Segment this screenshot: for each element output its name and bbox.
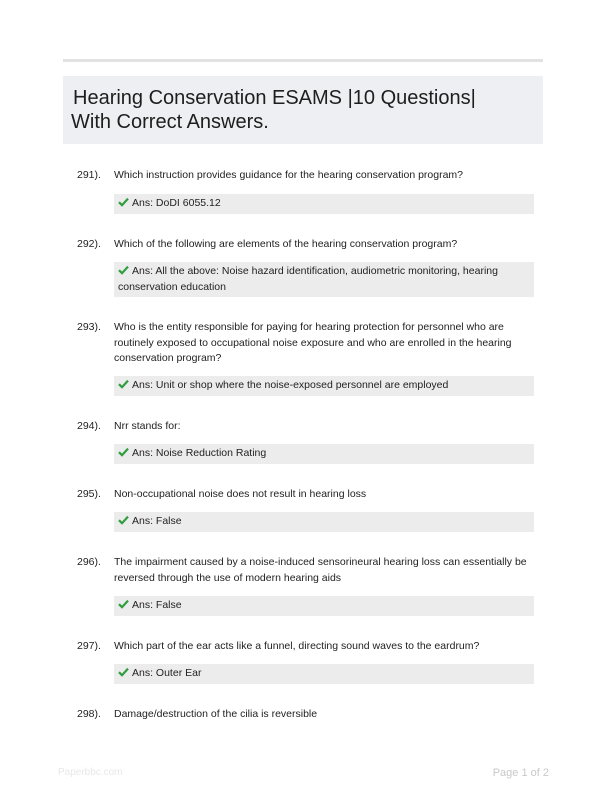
- title-line-2: With Correct Answers.: [71, 111, 269, 133]
- check-icon: [118, 197, 129, 207]
- answer-box: [114, 664, 534, 684]
- question-number: 298).: [77, 708, 101, 720]
- title-banner: [63, 76, 543, 144]
- question-text: Non-occupational noise does not result in hearing loss: [114, 488, 367, 500]
- question-number: 296).: [77, 556, 101, 568]
- question-text: Which part of the ear acts like a funnel, directing sound waves to the eardrum?: [114, 640, 480, 652]
- question-number: 291).: [77, 169, 101, 181]
- top-divider: [63, 59, 543, 62]
- answer-box: [114, 194, 534, 214]
- answer-box: [114, 444, 534, 464]
- page-number: Page 1 of 2: [492, 767, 549, 779]
- question-text: Who is the entity responsible for paying for hearing protection for personnel who are routinely exposed to occupational noise exposure and who are enrolled in the hearing conservation program?: [114, 321, 512, 364]
- answer-text: Ans: All the above: Noise hazard identification, audiometric monitoring, hearing conservation education: [118, 265, 498, 293]
- answer-text: Ans: Unit or shop where the noise-exposed personnel are employed: [132, 379, 449, 391]
- question-text: Damage/destruction of the cilia is reversible: [114, 708, 318, 720]
- question-number: 294).: [77, 420, 101, 432]
- answer-text: Ans: False: [132, 515, 182, 527]
- check-icon: [118, 599, 129, 609]
- question-text: Nrr stands for:: [114, 420, 181, 432]
- page-title: [71, 86, 535, 134]
- answer-box: [114, 596, 534, 616]
- footer-watermark: Paperbbc.com: [58, 767, 123, 778]
- question-text: Which of the following are elements of the hearing conservation program?: [114, 238, 458, 250]
- question-number: 297).: [77, 640, 101, 652]
- answer-text: Ans: Outer Ear: [132, 667, 202, 679]
- answer-text: Ans: Noise Reduction Rating: [132, 447, 267, 459]
- answer-box: [114, 262, 534, 297]
- answer-text: Ans: False: [132, 599, 182, 611]
- title-line-1: Hearing Conservation ESAMS |10 Questions|: [73, 87, 476, 109]
- answer-box: [114, 512, 534, 532]
- question-number: 293).: [77, 321, 101, 333]
- check-icon: [118, 379, 129, 389]
- question-text: Which instruction provides guidance for the hearing conservation program?: [114, 169, 464, 181]
- answer-text: Ans: DoDI 6055.12: [132, 197, 221, 209]
- question-text: The impairment caused by a noise-induced sensorineural hearing loss can essentially be reversed through the use of modern hearing aids: [114, 556, 527, 584]
- check-icon: [118, 447, 129, 457]
- question-number: 295).: [77, 488, 101, 500]
- check-icon: [118, 265, 129, 275]
- question-number: 292).: [77, 238, 101, 250]
- check-icon: [118, 515, 129, 525]
- answer-box: [114, 376, 534, 396]
- check-icon: [118, 667, 129, 677]
